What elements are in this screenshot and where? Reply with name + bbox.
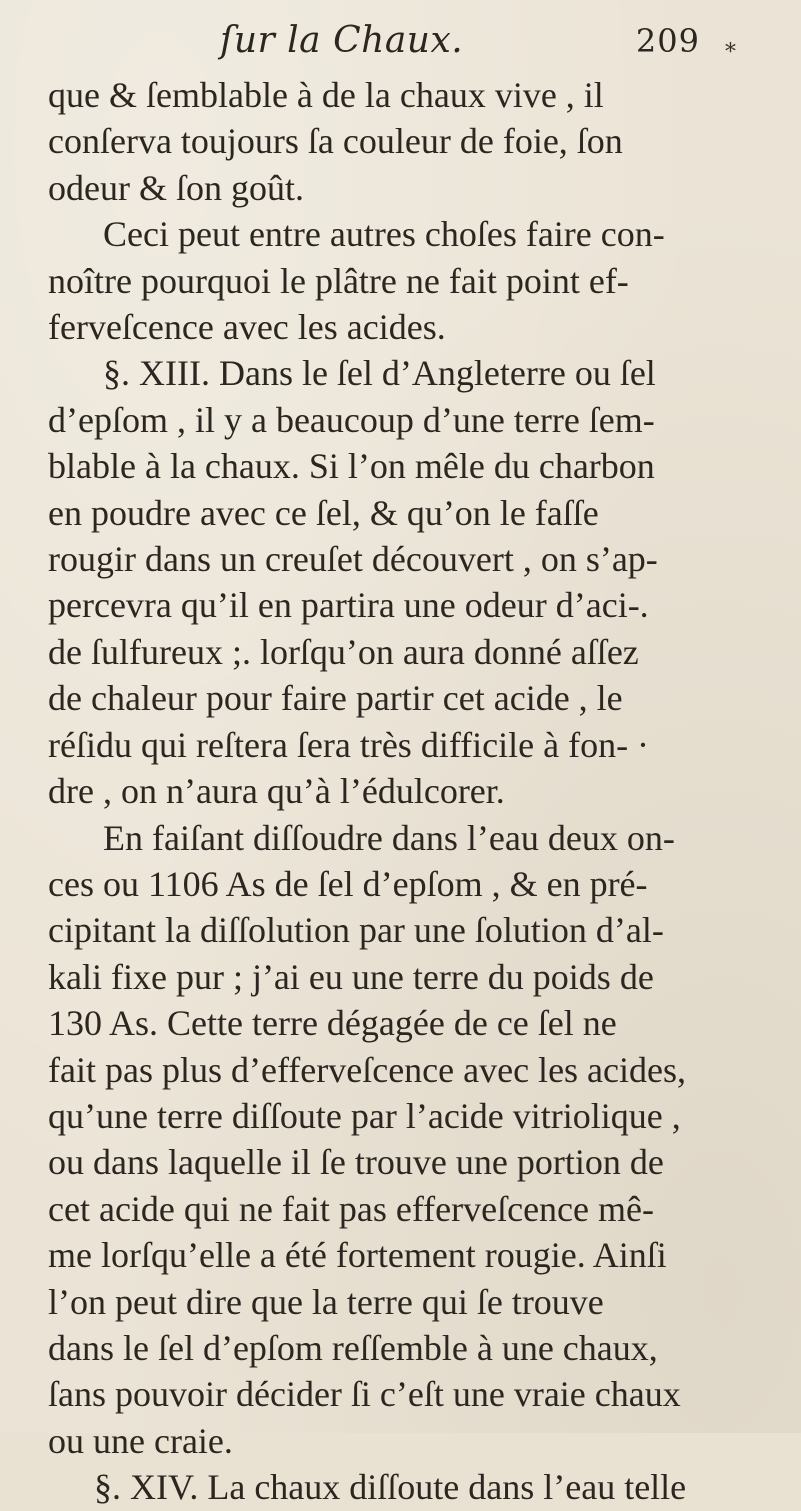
paragraph-start: En faiſant diſſoudre dans l’eau deux on-	[103, 817, 675, 858]
text-line: cipitant la diſſolution par une ſolution d’al-	[48, 910, 664, 951]
text-line: fait pas plus d’efferveſcence avec les acides,	[48, 1049, 686, 1090]
text-line: qu’une terre diſſoute par l’acide vitriolique ,	[48, 1095, 681, 1136]
text-line: l’on peut dire que la terre qui ſe trouve	[48, 1281, 604, 1322]
text-line: de chaleur pour faire partir cet acide , le	[48, 678, 623, 719]
text-line: rougir dans un creuſet découvert , on s’ap-	[48, 539, 658, 580]
text-line: dans le ſel d’epſom reſſemble à une chaux,	[48, 1327, 658, 1368]
text-line: kali fixe pur ; j’ai eu une terre du poids de	[48, 956, 654, 997]
text-line: 130 As. Cette terre dégagée de ce ſel ne	[48, 1003, 617, 1044]
text-line: blable à la chaux. Si l’on mêle du charbon	[48, 446, 655, 487]
page-number: 209	[635, 22, 700, 60]
text-line: d’epſom , il y a beaucoup d’une terre ſem-	[48, 399, 655, 440]
text-line: conſerva toujours ſa couleur de foie, ſon	[48, 121, 623, 162]
text-line: que & ſemblable à de la chaux vive , il	[48, 75, 604, 115]
text-line: ou dans laquelle il ſe trouve une portion de	[48, 1142, 664, 1183]
text-line: ou une craie.	[48, 1420, 233, 1461]
body-text	[48, 72, 768, 1511]
text-line: réſidu qui reſtera ſera très difficile à fon- ·	[48, 724, 650, 765]
text-line: ces ou 1106 As de ſel d’epſom , & en pré-	[48, 863, 648, 904]
running-title: ſur la Chaux.	[220, 20, 464, 61]
text-line: me lorſqu’elle a été fortement rougie. Ainſi	[48, 1235, 667, 1276]
paragraph-start: Ceci peut entre autres choſes faire con-	[103, 214, 665, 255]
margin-mark: *	[725, 40, 736, 65]
text-line: ſans pouvoir décider ſi c’eſt une vraie chaux	[48, 1374, 681, 1415]
text-line: odeur & ſon goût.	[48, 167, 304, 208]
text-line: percevra qu’il en partira une odeur d’aci-.	[48, 585, 649, 626]
text-line: en poudre avec ce ſel, & qu’on le faſſe	[48, 492, 599, 533]
section-heading-xiv: §. XIV. La chaux diſſoute dans l’eau telle	[94, 1467, 687, 1508]
text-line: ferveſcence avec les acides.	[48, 307, 446, 348]
text-line: noître pourquoi le plâtre ne fait point ef-	[48, 260, 629, 301]
page-header	[220, 20, 700, 70]
section-heading-xiii: §. XIII. Dans le ſel d’Angleterre ou ſel	[103, 353, 656, 394]
text-line: de ſulfureux ;. lorſqu’on aura donné aſſez	[48, 631, 639, 672]
text-line: dre , on n’aura qu’à l’édulcorer.	[48, 771, 505, 812]
text-line: cet acide qui ne fait pas efferveſcence mê-	[48, 1188, 654, 1229]
